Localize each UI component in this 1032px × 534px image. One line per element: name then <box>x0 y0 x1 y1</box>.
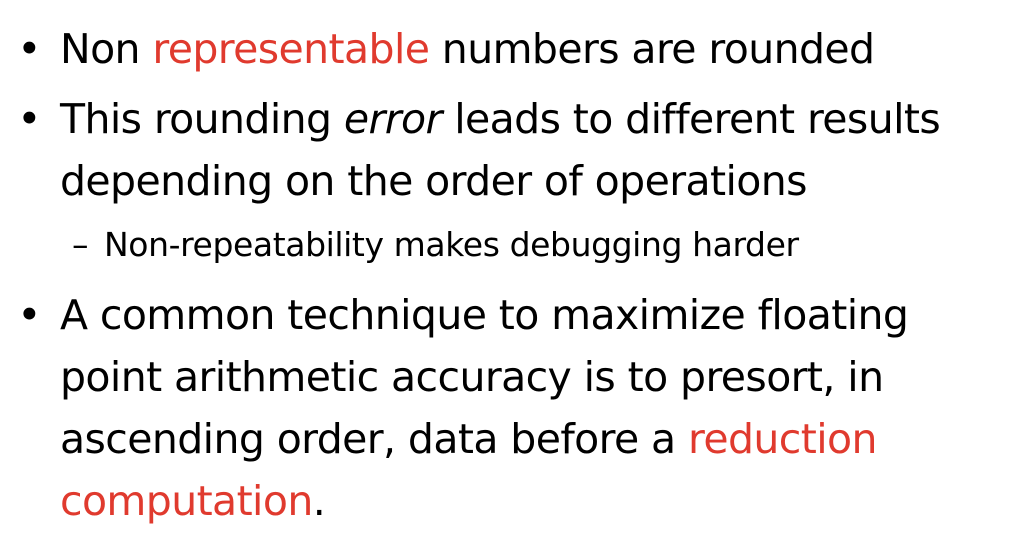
text-run: This rounding <box>60 95 344 143</box>
emphasis-term-error: error <box>343 95 442 143</box>
bullet-text <box>60 18 1026 80</box>
bullet-marker: • <box>17 95 41 143</box>
bullet-line: point arithmetic accuracy is to presort, in <box>60 353 884 401</box>
bullet-presort-technique <box>14 284 1026 532</box>
bullet-line <box>60 18 1026 80</box>
text-run: . <box>312 477 326 525</box>
sub-bullet-non-repeatability <box>72 222 1022 268</box>
bullet-line <box>60 88 1026 150</box>
bullet-marker: • <box>17 291 41 339</box>
bullet-line: depending on the order of operations <box>60 157 807 205</box>
highlight-term-representable: representable <box>152 25 430 73</box>
bullet-rounding-error <box>14 88 1026 212</box>
text-run: numbers are rounded <box>429 25 875 73</box>
sub-bullet-text: Non-repeatability makes debugging harder <box>104 225 799 264</box>
sub-bullet-marker: – <box>72 225 89 264</box>
text-run: leads to different results <box>441 95 941 143</box>
highlight-term-reduction: reduction <box>688 415 877 463</box>
text-run: Non <box>60 25 153 73</box>
bullet-line: A common technique to maximize floating <box>60 291 909 339</box>
bullet-text <box>60 88 1026 212</box>
bullet-text <box>60 284 1026 532</box>
bullet-marker: • <box>17 25 41 73</box>
bullet-representable <box>14 18 1026 80</box>
bullet-line <box>60 470 1026 532</box>
bullet-line <box>60 408 1026 470</box>
text-run: ascending order, data before a <box>60 415 689 463</box>
highlight-term-computation: computation <box>60 477 313 525</box>
